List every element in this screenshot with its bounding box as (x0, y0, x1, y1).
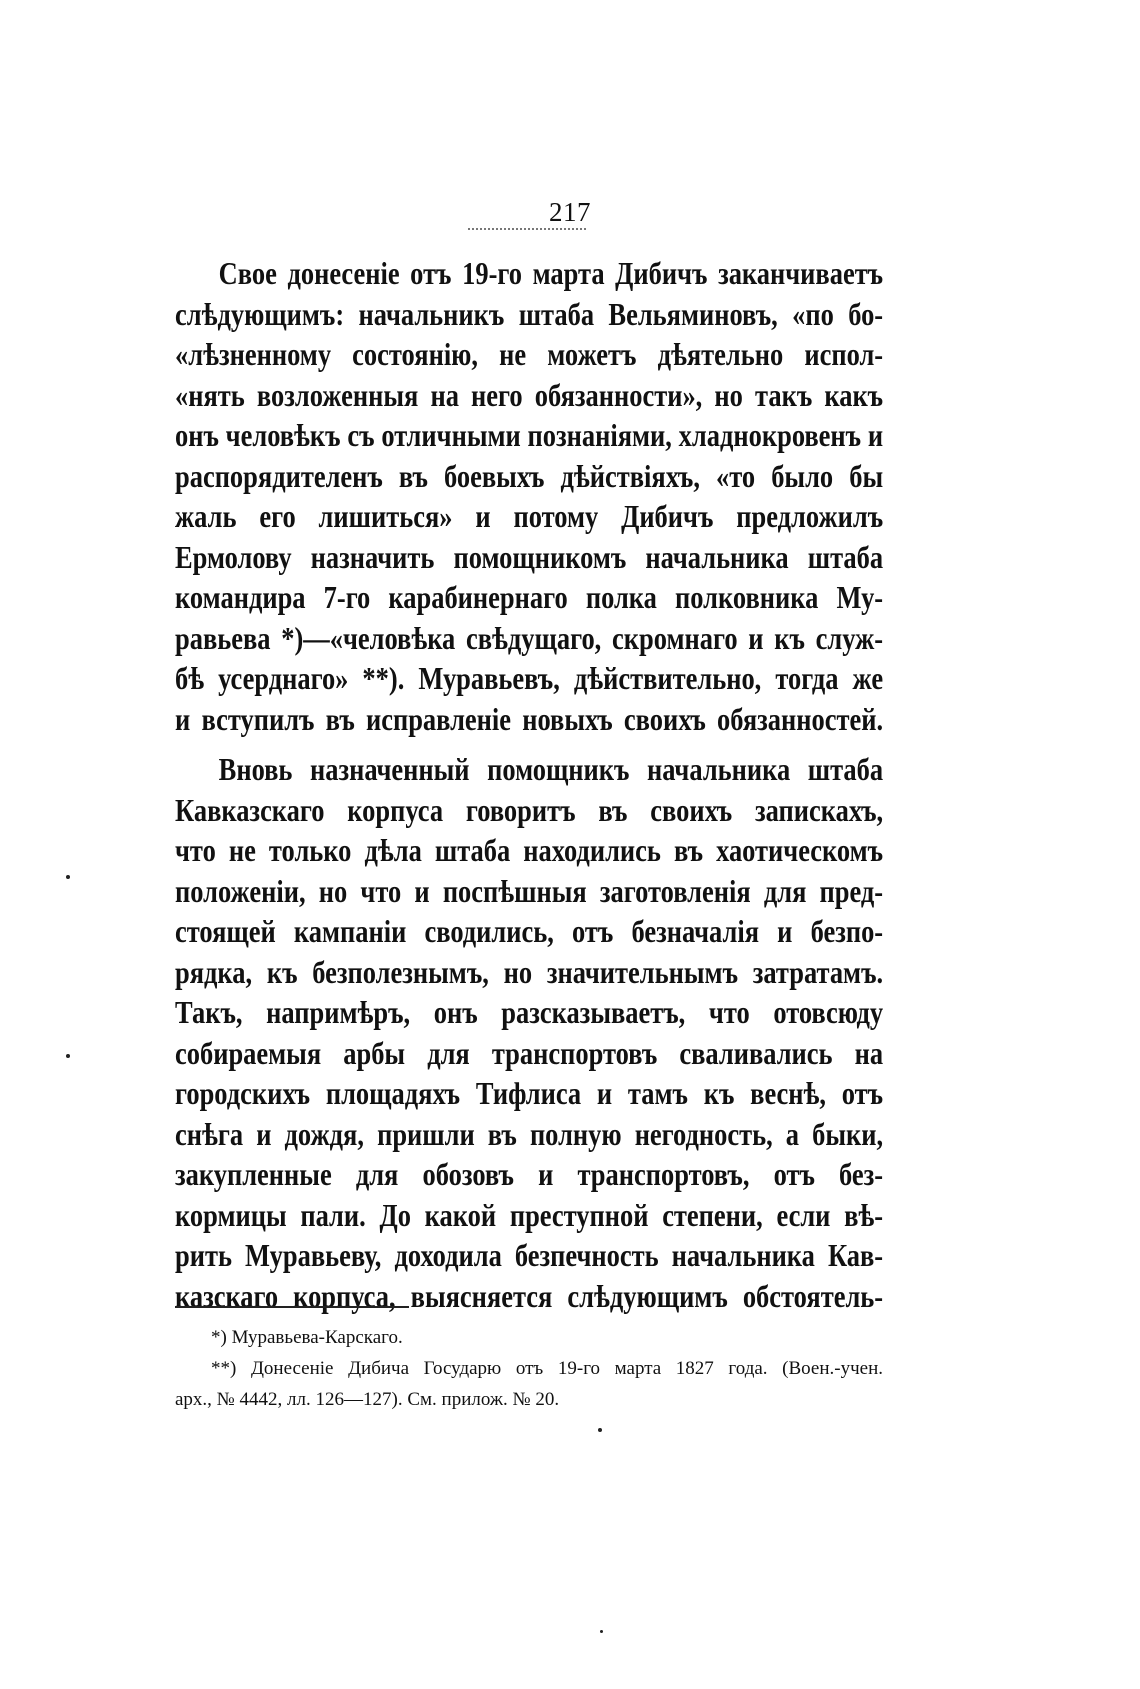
paragraph-2 (175, 750, 883, 1317)
text-line: Кавказскаго корпуса говоритъ въ своихъ запискахъ, (175, 792, 884, 828)
text-line: закупленные для обозовъ и транспортовъ, отъ без- (175, 1157, 884, 1192)
footnote-2-line-1: **) Донесеніе Дибича Государю отъ 19-го марта 1827 года. (Воен.-учен. (211, 1358, 883, 1379)
text-line: онъ человѣкъ съ отличными познаніями, хладнокровенъ и (175, 418, 884, 453)
text-line: и вступилъ въ исправленіе новыхъ своихъ обязанностей. (175, 701, 884, 737)
footnotes (175, 1322, 883, 1415)
text-line: бѣ усерднаго» **). Муравьевъ, дѣйствительно, тогда же (175, 661, 884, 696)
footnote-divider (175, 1306, 409, 1308)
footnote-2-line-2: арх., № 4442, лл. 126—127). См. прилож. № 20. (175, 1389, 560, 1410)
text-line: Ермолову назначить помощникомъ начальника штаба (175, 539, 884, 575)
page-number: 217 (549, 197, 591, 227)
paragraph-gap (175, 740, 883, 750)
text-line: Свое донесеніе отъ 19-го марта Дибичъ заканчиваетъ (218, 256, 884, 291)
text-line: городскихъ площадяхъ Тифлиса и тамъ къ веснѣ, отъ (175, 1076, 884, 1111)
text-line: рить Муравьеву, доходила безпечность начальника Кав- (175, 1238, 884, 1273)
body-text (175, 254, 883, 1317)
text-line: положеніи, но что и поспѣшныя заготовленія для пред- (175, 873, 884, 909)
text-line: стоящей кампаніи сводились, отъ безначалія и безпо- (175, 914, 884, 949)
text-line: собираемыя арбы для транспортовъ сваливались на (175, 1035, 884, 1071)
footnote-1: *) Муравьева-Карскаго. (211, 1327, 403, 1348)
scan-speck (66, 875, 70, 879)
text-line: «нять возложенныя на него обязанности», но такъ какъ (175, 377, 884, 413)
text-line: распорядителенъ въ боевыхъ дѣйствіяхъ, «то было бы (175, 458, 884, 494)
text-line: жаль его лишиться» и потому Дибичъ предложилъ (175, 499, 884, 534)
scan-speck (66, 1054, 70, 1058)
text-line: кормицы пали. До какой преступной степени, если вѣ- (175, 1197, 884, 1233)
text-line: Вновь назначенный помощникъ начальника штаба (218, 752, 884, 787)
text-line: Такъ, напримѣръ, онъ разсказываетъ, что отовсюду (175, 995, 884, 1030)
page-number-ornament (468, 228, 586, 230)
scan-speck (598, 1428, 602, 1432)
text-line: слѣдующимъ: начальникъ штаба Вельяминовъ, «по бо- (175, 296, 884, 332)
text-line: что не только дѣла штаба находились въ хаотическомъ (175, 833, 884, 868)
text-line: равьева *)—«человѣка свѣдущаго, скромнаго и къ служ- (175, 620, 884, 656)
text-line: командира 7-го карабинернаго полка полковника Му- (175, 580, 884, 615)
text-line: казскаго корпуса, выясняется слѣдующимъ обстоятель- (175, 1278, 884, 1314)
text-line: рядка, къ безполезнымъ, но значительнымъ затратамъ. (175, 954, 884, 990)
scan-speck (600, 1630, 603, 1633)
text-line: снѣга и дождя, пришли въ полную негодность, а быки, (175, 1116, 884, 1152)
text-line: «лѣзненному состоянію, не можетъ дѣятельно испол- (175, 337, 884, 372)
paragraph-1 (175, 254, 883, 740)
